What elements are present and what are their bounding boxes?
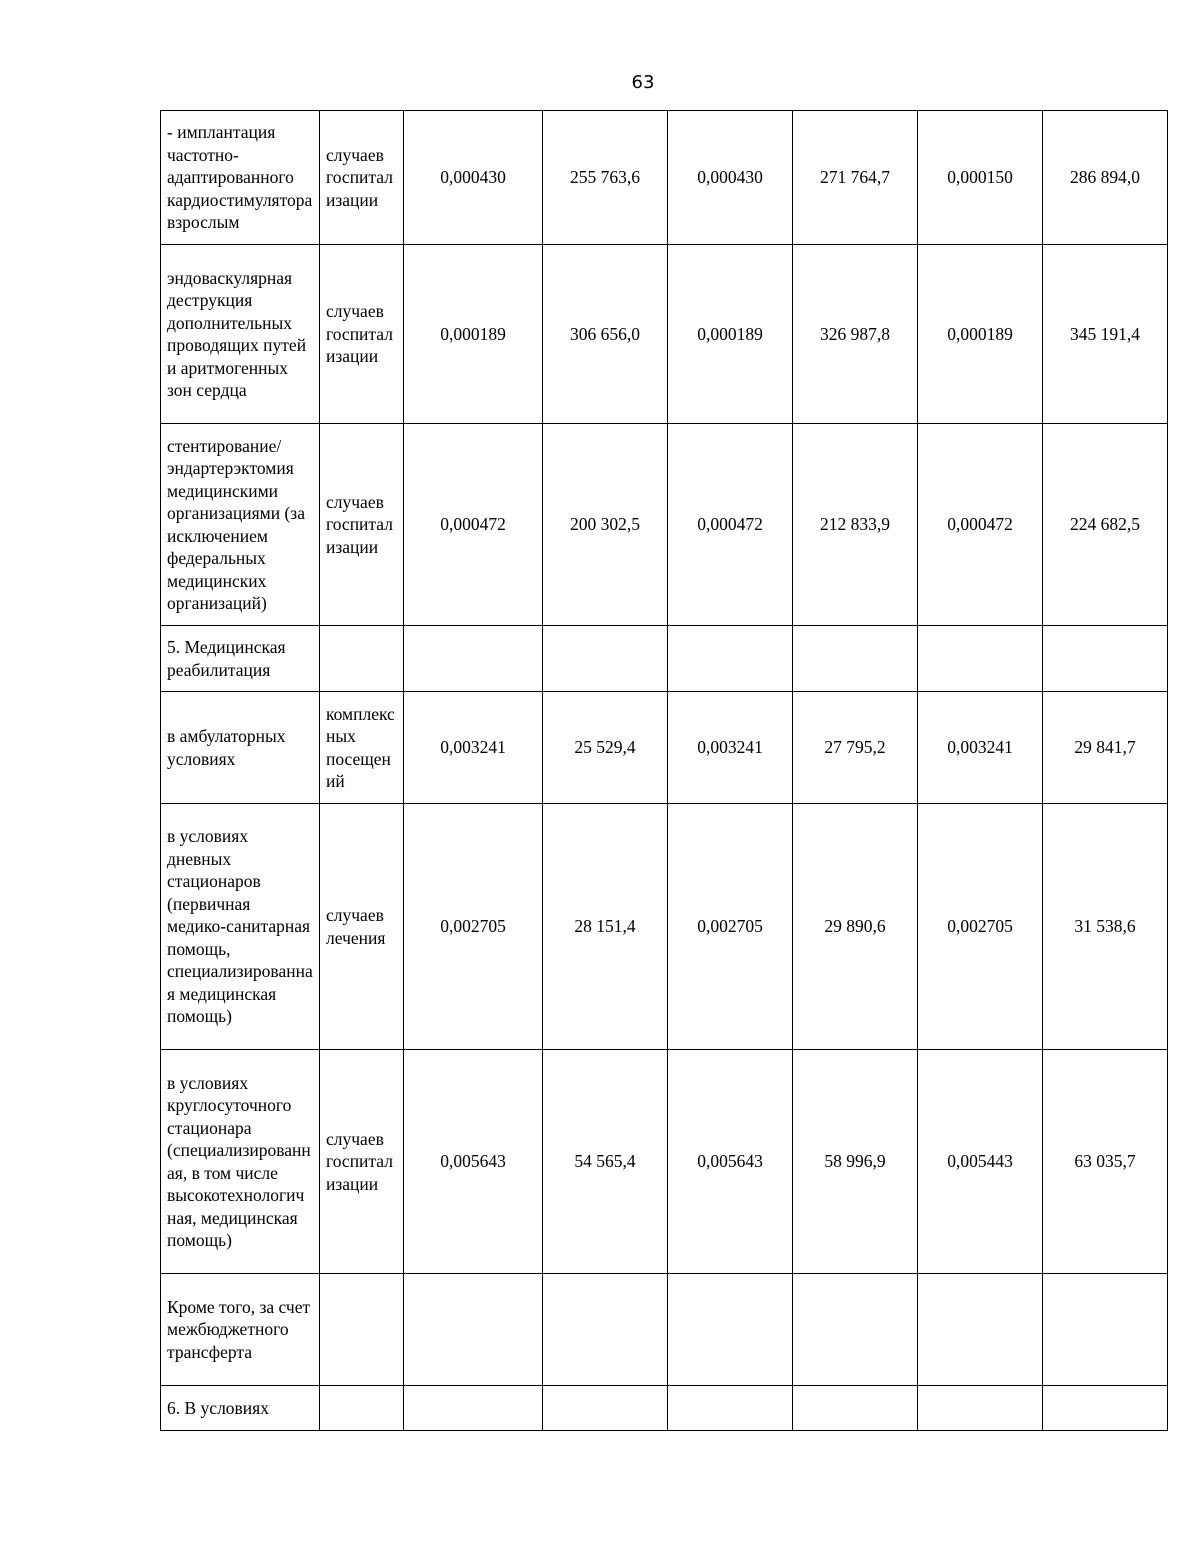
section-heading: 6. В условиях [161,1386,320,1431]
cell-value: 0,003241 [918,692,1043,804]
cell-value: 0,000472 [668,424,793,626]
cell-value [1043,626,1168,692]
cell-value [918,1274,1043,1386]
row-unit: случаев госпитализации [320,245,404,424]
table-row [161,424,1168,626]
cell-value [543,626,668,692]
row-unit: случаев госпитализации [320,1050,404,1274]
table-row [161,804,1168,1050]
cell-value: 0,000472 [918,424,1043,626]
cell-value: 29 841,7 [1043,692,1168,804]
row-unit: комплексных посещений [320,692,404,804]
cell-value [918,626,1043,692]
cell-value: 286 894,0 [1043,111,1168,245]
cell-value [404,626,543,692]
cell-value [668,1274,793,1386]
cell-value [1043,1386,1168,1431]
data-table [160,110,1168,1431]
cell-value: 28 151,4 [543,804,668,1050]
cell-value: 54 565,4 [543,1050,668,1274]
page-number: 63 [631,72,655,93]
cell-value: 255 763,6 [543,111,668,245]
row-unit: случаев госпитализации [320,424,404,626]
cell-value: 0,002705 [918,804,1043,1050]
cell-value: 0,005443 [918,1050,1043,1274]
cell-value [404,1274,543,1386]
cell-value: 0,000189 [668,245,793,424]
cell-value: 0,000430 [668,111,793,245]
cell-value: 0,003241 [668,692,793,804]
table-row [161,111,1168,245]
cell-value [543,1274,668,1386]
row-name: эндоваскулярная деструкция дополнительных проводящих путей и аритмогенных зон сердца [161,245,320,424]
cell-value [793,1274,918,1386]
cell-value [543,1386,668,1431]
table-row [161,626,1168,692]
cell-value [793,626,918,692]
cell-value [404,1386,543,1431]
table-row [161,245,1168,424]
cell-value: 25 529,4 [543,692,668,804]
cell-value: 200 302,5 [543,424,668,626]
table-row [161,1386,1168,1431]
row-name: в условиях дневных стационаров (первичная медико-санитарная помощь, специализированная медицинская помощь) [161,804,320,1050]
cell-value: 0,003241 [404,692,543,804]
cell-value: 0,000472 [404,424,543,626]
cell-value: 271 764,7 [793,111,918,245]
cell-value: 306 656,0 [543,245,668,424]
cell-value: 0,000189 [404,245,543,424]
table-row [161,1050,1168,1274]
cell-value [1043,1274,1168,1386]
cell-value [668,1386,793,1431]
section-heading: 5. Медицинская реабилитация [161,626,320,692]
cell-value: 0,005643 [668,1050,793,1274]
cell-value: 326 987,8 [793,245,918,424]
row-unit [320,626,404,692]
cell-value: 0,000150 [918,111,1043,245]
row-unit [320,1274,404,1386]
row-unit [320,1386,404,1431]
cell-value: 224 682,5 [1043,424,1168,626]
cell-value: 31 538,6 [1043,804,1168,1050]
cell-value: 0,002705 [404,804,543,1050]
cell-value: 27 795,2 [793,692,918,804]
row-name: в условиях круглосуточного стационара (специализированная, в том числе высокотехнологичная, медицинская помощь) [161,1050,320,1274]
row-name: - имплантация частотно-адаптированного кардиостимулятора взрослым [161,111,320,245]
row-name: в амбулаторных условиях [161,692,320,804]
cell-value: 345 191,4 [1043,245,1168,424]
row-name: стентирование/эндартерэктомия медицинскими организациями (за исключением федеральных медицинских организаций) [161,424,320,626]
row-name: Кроме того, за счет межбюджетного трансферта [161,1274,320,1386]
row-unit: случаев госпитализации [320,111,404,245]
cell-value: 0,000430 [404,111,543,245]
row-unit: случаев лечения [320,804,404,1050]
cell-value: 29 890,6 [793,804,918,1050]
cell-value [918,1386,1043,1431]
cell-value [793,1386,918,1431]
cell-value: 63 035,7 [1043,1050,1168,1274]
cell-value: 0,002705 [668,804,793,1050]
cell-value: 212 833,9 [793,424,918,626]
table-row [161,692,1168,804]
cell-value: 0,005643 [404,1050,543,1274]
table-row [161,1274,1168,1386]
cell-value [668,626,793,692]
cell-value: 0,000189 [918,245,1043,424]
cell-value: 58 996,9 [793,1050,918,1274]
